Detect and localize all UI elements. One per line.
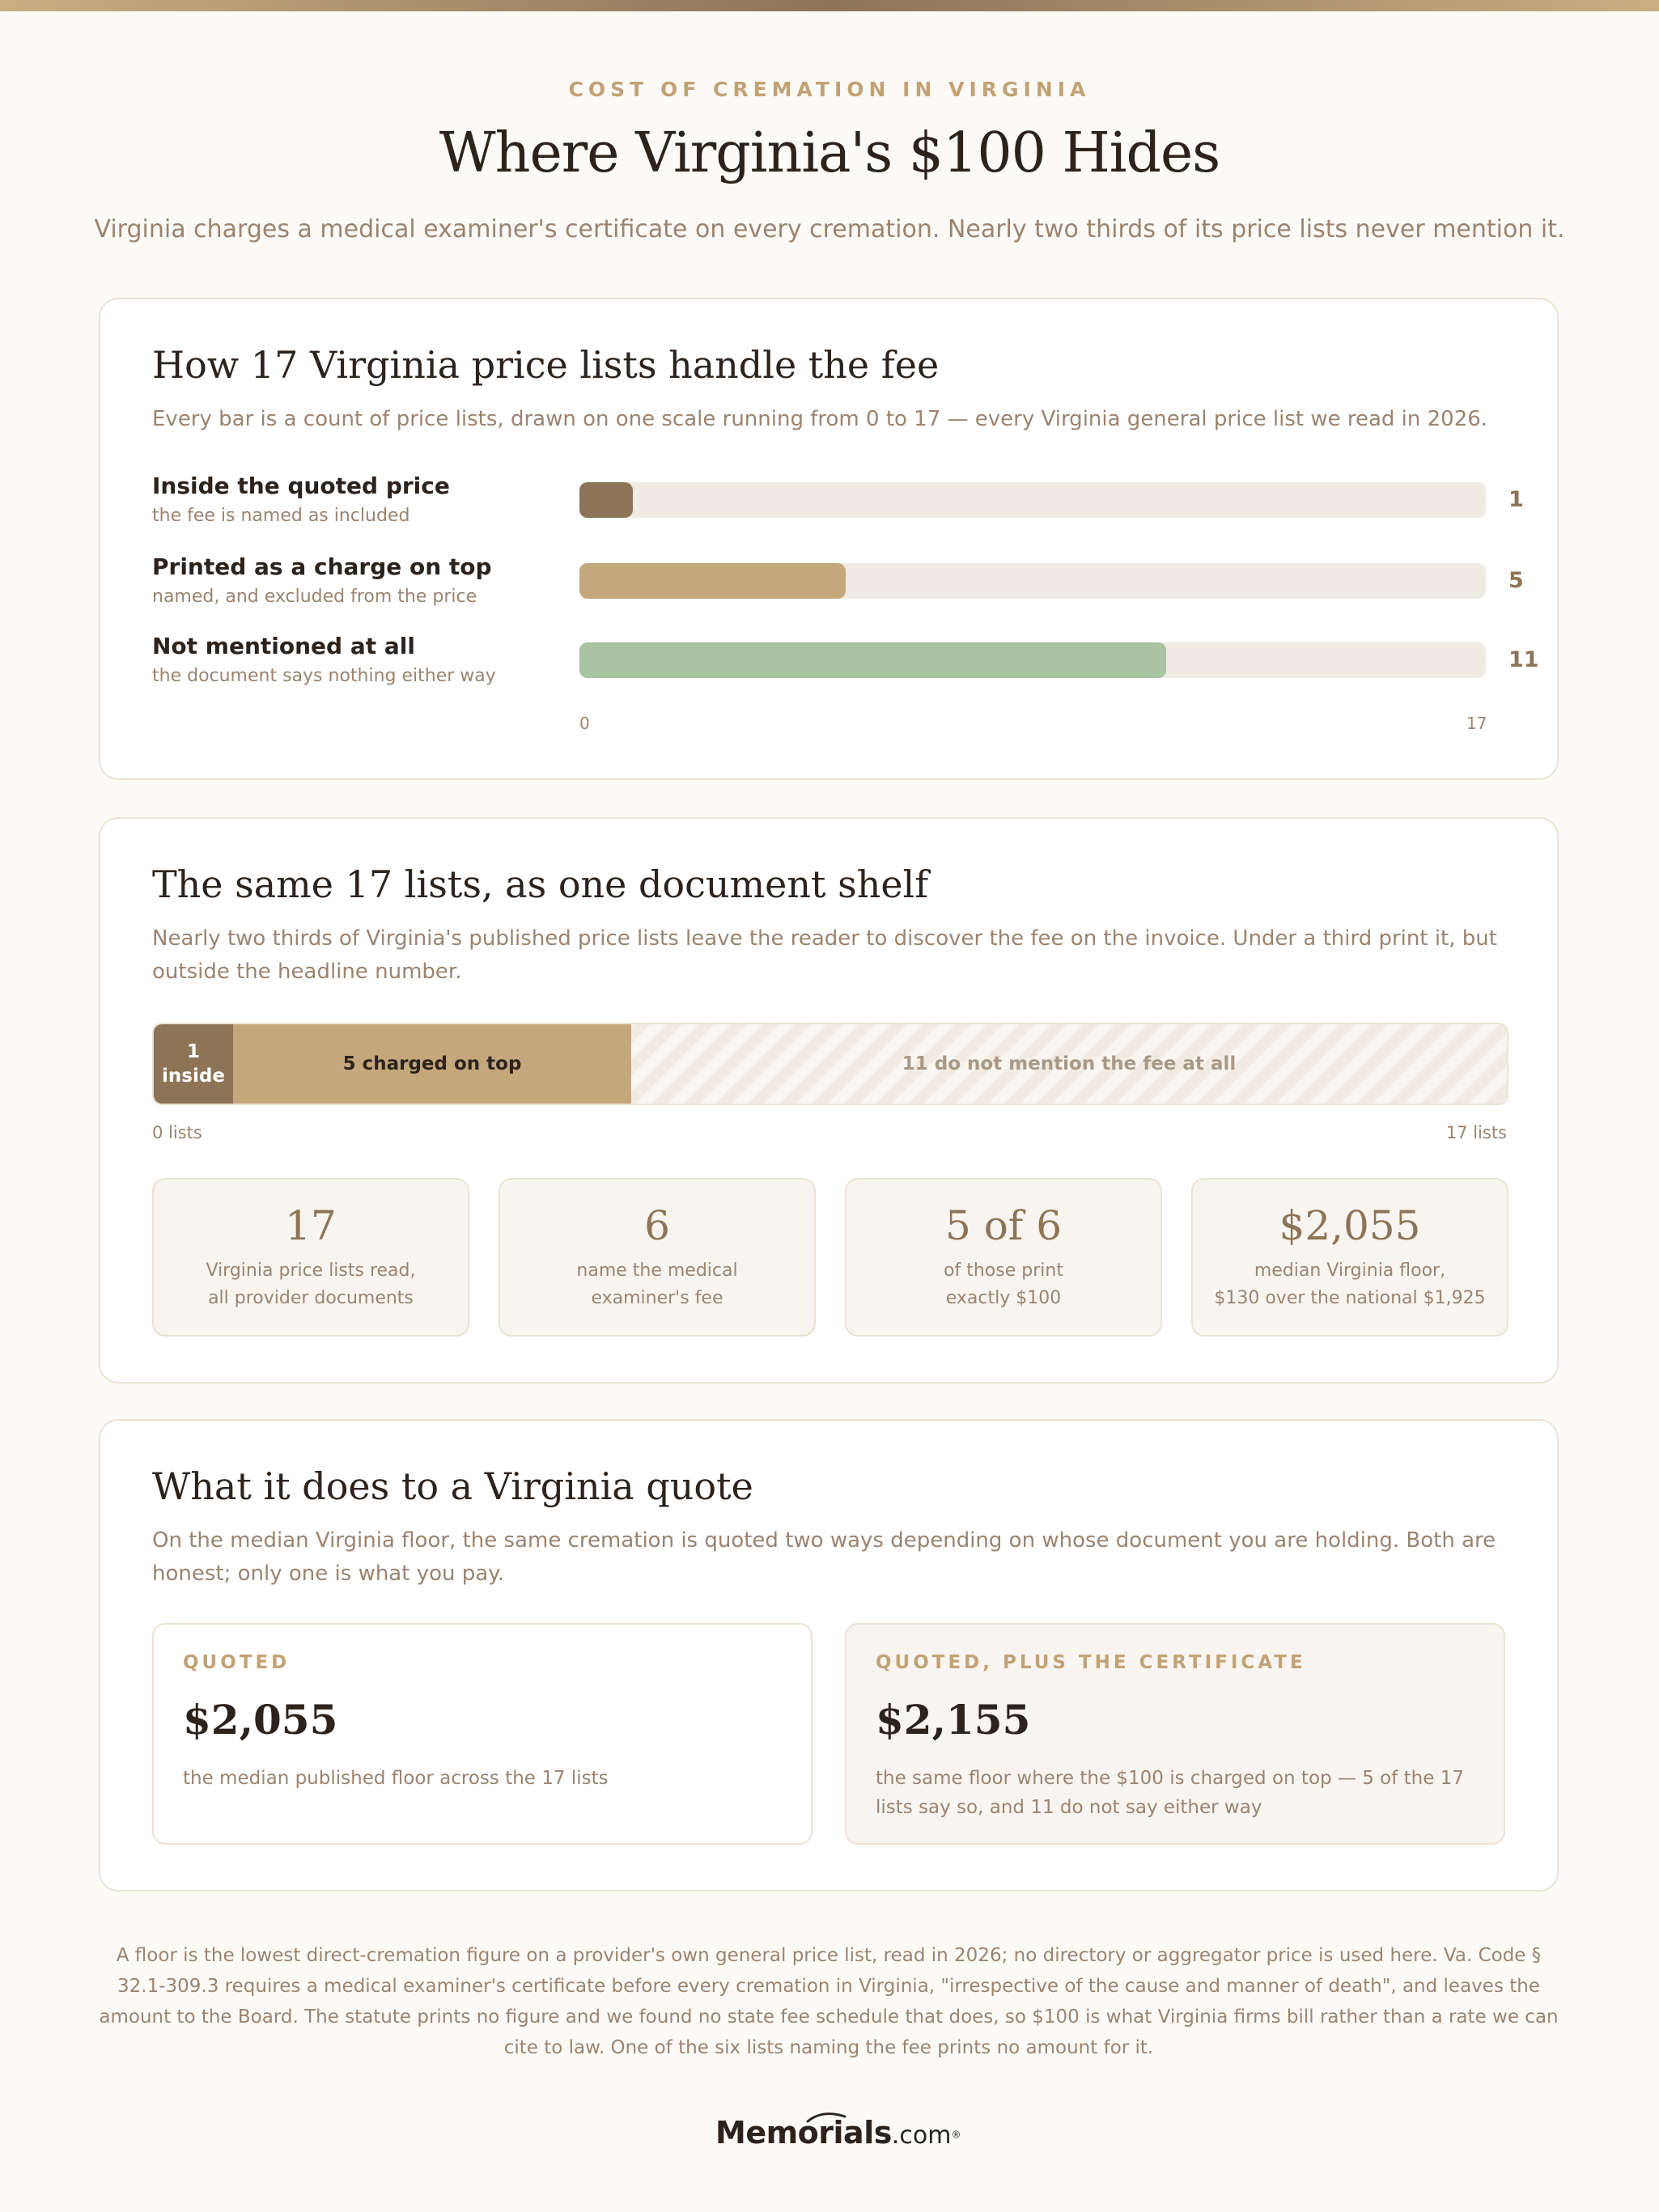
stat-caption: name the medical examiner's fee xyxy=(576,1261,738,1308)
quote-note: the median published floor across the 17 lists xyxy=(183,1768,609,1789)
stat-number: 6 xyxy=(644,1202,670,1249)
axis-tick-max: 17 xyxy=(1466,714,1487,733)
stat-card-lists-read xyxy=(152,1178,469,1337)
stat-number: 5 of 6 xyxy=(944,1202,1063,1249)
logo-suffix: .com xyxy=(891,2121,952,2150)
shelf-description: Nearly two thirds of Virginia's published price lists leave the reader to discover the fee on the invoice. Under a third print it, but outside the headline number. xyxy=(152,926,1497,984)
quote-note: the same floor where the $100 is charged on top — 5 of the 17 lists say so, and 11 do not say either way xyxy=(876,1768,1464,1818)
stat-card-print-100 xyxy=(845,1178,1162,1337)
stat-number: $2,055 xyxy=(1279,1202,1421,1249)
shelf-axis-max: 17 lists xyxy=(1445,1123,1507,1142)
page-subtitle: Virginia charges a medical examiner's certificate on every cremation. Nearly two thirds of its price lists never mention it. xyxy=(94,215,1565,244)
eyebrow: COST OF CREMATION IN VIRGINIA xyxy=(568,78,1091,101)
quote-comparison-card xyxy=(99,1419,1559,1892)
bar-category-label: Not mentioned at all xyxy=(152,633,415,659)
shelf-axis-min: 0 lists xyxy=(152,1123,202,1142)
quote-amount: $2,155 xyxy=(876,1696,1031,1744)
stat-number: 17 xyxy=(285,1202,337,1249)
document-shelf-card xyxy=(99,817,1559,1384)
stat-caption: Virginia price lists read, all provider documents xyxy=(206,1261,416,1308)
page-title: Where Virginia's $100 Hides xyxy=(439,121,1220,185)
quote-amount: $2,055 xyxy=(183,1696,338,1744)
bar-value-label: 1 xyxy=(1508,487,1524,512)
shelf-segment-not-mentioned xyxy=(631,1024,1507,1104)
document-shelf-bar xyxy=(152,1023,1508,1105)
quote-description: On the median Virginia floor, the same cremation is quoted two ways depending on whose document you are holding. Both are honest; only one is what you pay. xyxy=(152,1528,1496,1586)
logo-registered: ® xyxy=(951,2129,961,2141)
logo-wordmark: Memorials xyxy=(715,2115,892,2151)
stat-caption: median Virginia floor, $130 over the national $1,925 xyxy=(1214,1261,1486,1308)
shelf-segment-inside xyxy=(154,1024,233,1104)
bar-category-sublabel: named, and excluded from the price xyxy=(152,587,477,607)
quote-label: QUOTED, PLUS THE CERTIFICATE xyxy=(876,1652,1306,1673)
quote-title: What it does to a Virginia quote xyxy=(152,1464,753,1508)
top-accent-bar xyxy=(0,0,1659,11)
bar-track xyxy=(579,482,1486,518)
memorials-logo[interactable] xyxy=(715,2115,961,2163)
bar-category-label: Inside the quoted price xyxy=(152,472,450,499)
bar-chart-card xyxy=(99,298,1559,780)
shelf-segment-label: inside xyxy=(162,1066,225,1087)
bar-category-sublabel: the fee is named as included xyxy=(152,506,410,526)
bar-row-label-not-mentioned xyxy=(152,633,573,686)
bar-value-label: 11 xyxy=(1508,647,1539,672)
shelf-segment-label: 5 charged on top xyxy=(342,1053,522,1074)
stat-card-name-fee xyxy=(499,1178,816,1337)
bar-row-label-on-top xyxy=(152,553,573,607)
shelf-segment-count: 1 xyxy=(186,1041,200,1062)
shelf-segment-label: 11 do not mention the fee at all xyxy=(902,1053,1237,1074)
bar-track xyxy=(579,642,1486,678)
quote-box-quoted xyxy=(152,1623,813,1845)
stat-caption: of those print exactly $100 xyxy=(944,1261,1063,1308)
quote-box-quoted-plus xyxy=(845,1623,1505,1845)
bar-on-top xyxy=(579,563,846,599)
bar-chart-description: Every bar is a count of price lists, drawn on one scale running from 0 to 17 — every Virginia general price list we read in 2026. xyxy=(152,407,1488,431)
bar-track xyxy=(579,563,1486,599)
shelf-title: The same 17 lists, as one document shelf xyxy=(152,862,929,906)
footnote: A floor is the lowest direct-cremation figure on a provider's own general price list, read in 2026; no directory or aggregator price is used here. Va. Code § 32.1-309.3 requires a medical examiner's certificate before every cremation in Virginia, "irrespective of the cause and manner of death", and leaves the amount to the Board. The statute prints no figure and we found no state fee schedule that does, so $100 is what Virginia firms bill rather than a rate we can cite to law. One of the six lists naming the fee prints no amount for it. xyxy=(99,1945,1559,2058)
quote-label: QUOTED xyxy=(183,1652,291,1673)
bar-not-mentioned xyxy=(579,642,1166,678)
bar-category-label: Printed as a charge on top xyxy=(152,553,492,580)
bar-chart-title: How 17 Virginia price lists handle the fee xyxy=(152,343,940,387)
shelf-segment-on-top xyxy=(233,1024,631,1104)
bar-row-label-inside xyxy=(152,472,573,526)
bar-category-sublabel: the document says nothing either way xyxy=(152,666,496,686)
stat-card-median-floor xyxy=(1191,1178,1508,1337)
bar-value-label: 5 xyxy=(1508,568,1524,593)
bar-inside xyxy=(579,482,633,518)
axis-tick-min: 0 xyxy=(579,714,590,733)
logo-swoosh-icon xyxy=(806,2112,846,2123)
